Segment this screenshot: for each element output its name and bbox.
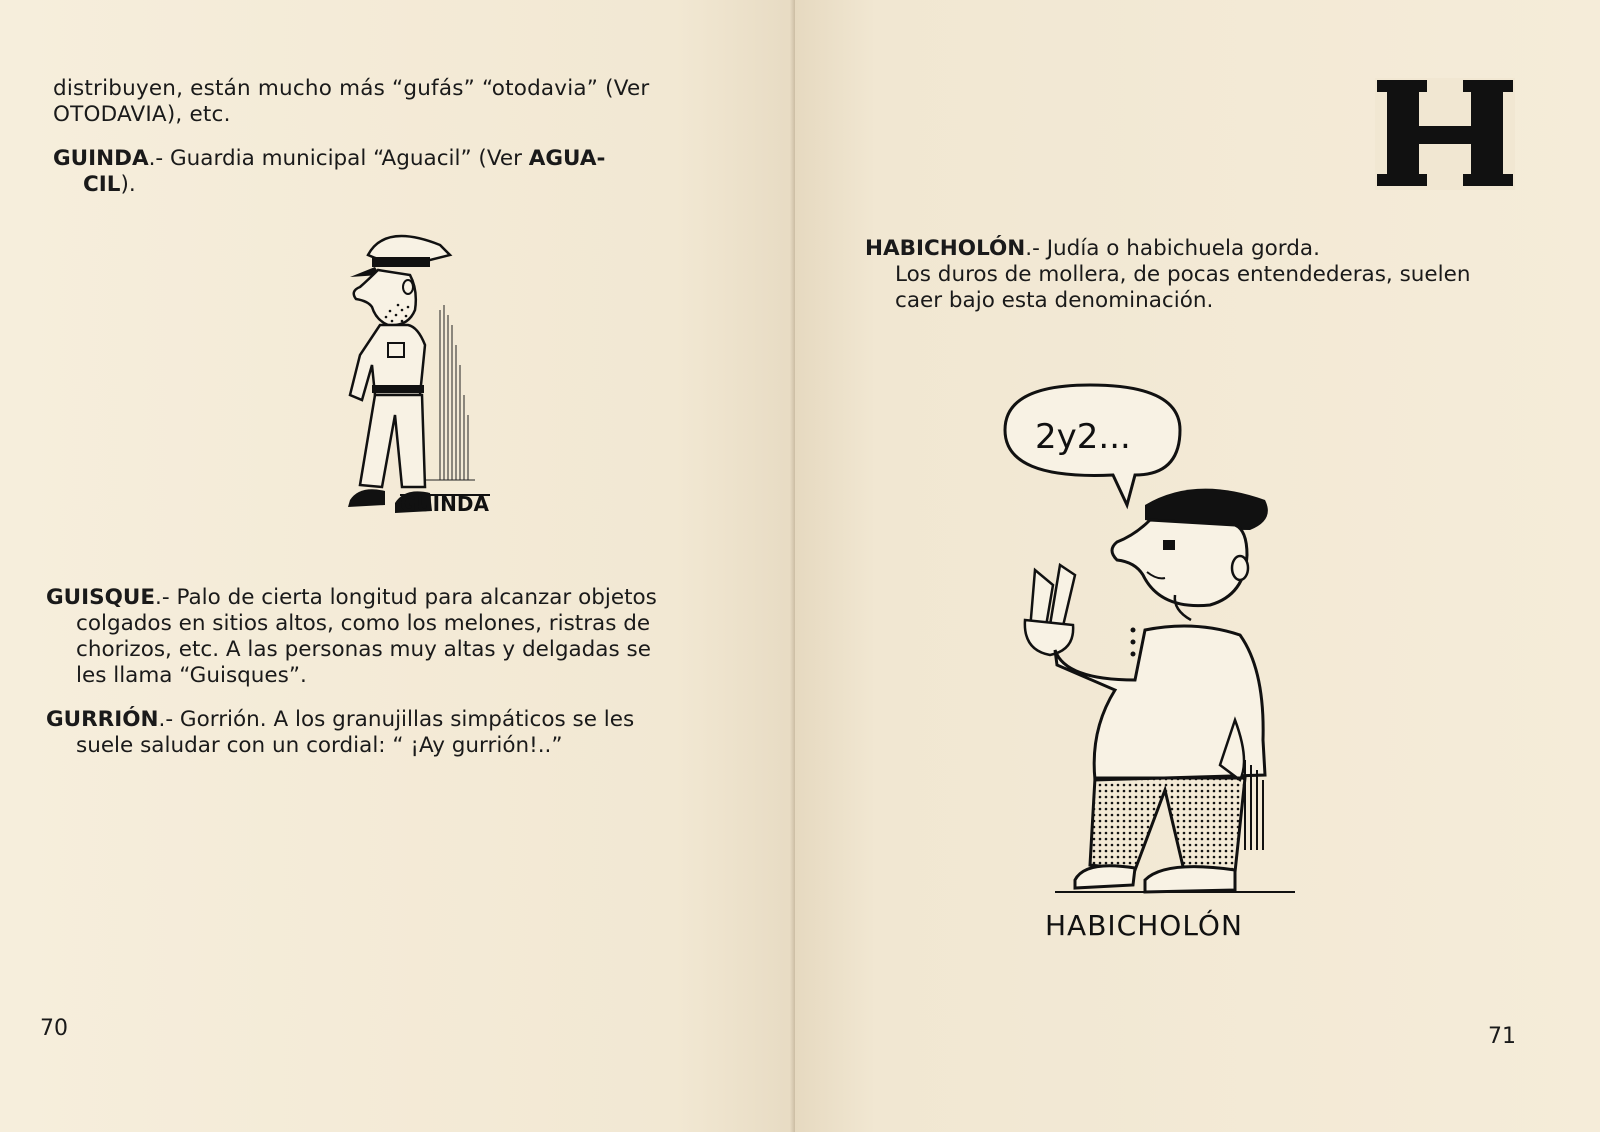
entry-def-guinda-end: ). — [120, 172, 136, 197]
section-letter-h-icon — [1375, 78, 1515, 190]
habicholon-illustration — [995, 380, 1315, 950]
entry-def-gurrion-1: .- Gorrión. A los granujillas simpáticos se les — [158, 707, 635, 732]
entry-def-guinda: .- Guardia municipal “Aguacil” (Ver — [148, 146, 529, 171]
entry-guisque — [46, 585, 657, 689]
intro-line-2: OTODAVIA), etc. — [53, 102, 231, 127]
entry-term-guisque: GUISQUE — [46, 585, 156, 610]
speech-bubble-text: 2y2... — [1035, 417, 1131, 457]
entry-ref-aguacil-1: AGUA- — [528, 146, 606, 171]
entry-term-habicholon: HABICHOLÓN — [865, 236, 1026, 261]
guinda-caption: GUINDA — [400, 492, 489, 516]
entry-term-guinda: GUINDA — [53, 146, 149, 171]
entry-def-habicholon-1: .- Judía o habichuela gorda. — [1025, 236, 1320, 261]
entry-def-gurrion-2: suele saludar con un cordial: “ ¡Ay gurrión!..” — [76, 733, 563, 758]
page-number-right: 71 — [1488, 1024, 1516, 1049]
intro-line-1: distribuyen, están mucho más “gufás” “otodavia” (Ver — [53, 76, 650, 101]
entry-term-gurrion: GURRIÓN — [46, 707, 159, 732]
page-number-left: 70 — [40, 1016, 68, 1041]
entry-def-habicholon-2: Los duros de mollera, de pocas entendederas, suelen — [895, 262, 1471, 287]
entry-gurrion — [46, 707, 634, 759]
entry-def-guisque-3: chorizos, etc. A las personas muy altas y delgadas se — [76, 637, 651, 662]
entry-habicholon — [865, 236, 1470, 314]
entry-guinda — [53, 146, 605, 198]
entry-def-guisque-4: les llama “Guisques”. — [76, 663, 307, 688]
habicholon-caption: HABICHOLÓN — [1045, 909, 1243, 942]
entry-def-habicholon-3: caer bajo esta denominación. — [895, 288, 1214, 313]
entry-ref-aguacil-2: CIL — [83, 172, 121, 197]
entry-def-guisque-2: colgados en sitios altos, como los melones, ristras de — [76, 611, 651, 636]
entry-def-guisque-1: .- Palo de cierta longitud para alcanzar objetos — [155, 585, 657, 610]
section-letter-block — [1375, 78, 1515, 190]
left-page — [0, 0, 795, 1132]
guinda-illustration — [290, 215, 520, 525]
intro-paragraph — [53, 76, 649, 128]
right-page — [795, 0, 1600, 1132]
